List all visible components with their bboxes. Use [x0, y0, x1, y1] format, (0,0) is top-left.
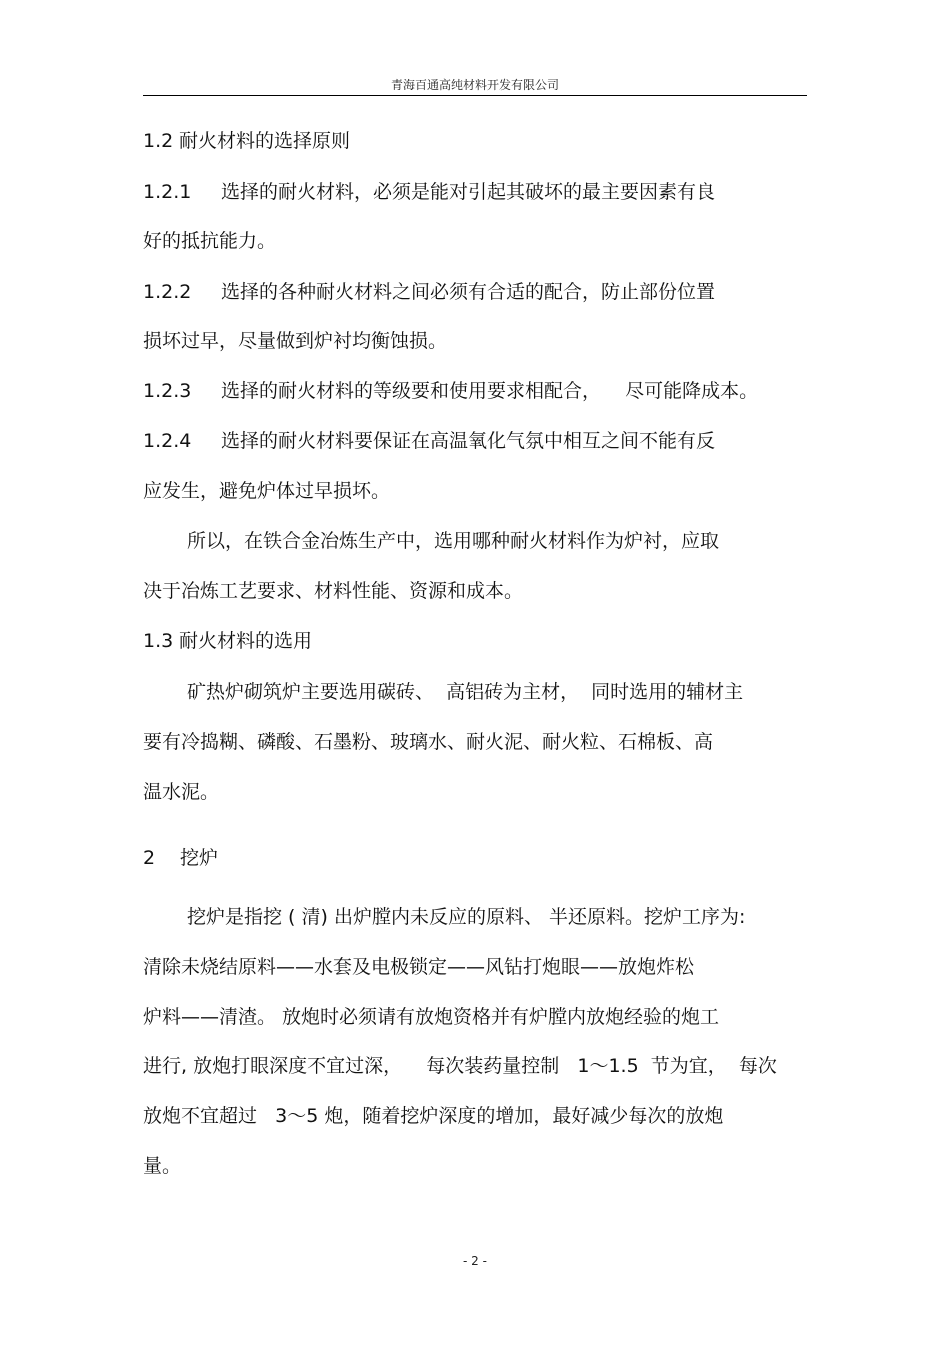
heading-number: 1.2: [143, 130, 174, 152]
page-number: - 2 -: [463, 1254, 487, 1268]
heading-title: 挖炉: [180, 847, 219, 869]
heading-number: 2: [143, 847, 156, 869]
clause-text: 选择的耐火材料的等级要和使用要求相配合， 尽可能降成本。: [221, 380, 759, 402]
clause-number: 1.2.3: [143, 380, 192, 402]
paragraph-3-line2: 清除未烧结原料——水套及电极锁定——风钻打炮眼——放炮炸松: [143, 956, 695, 978]
page-header: 青海百通高纯材料开发有限公司: [390, 78, 559, 92]
paragraph-3-line3: 炉料——清渣。 放炮时必须请有放炮资格并有炉膛内放炮经验的炮工: [143, 1006, 720, 1028]
clause-text: 选择的耐火材料，必须是能对引起其破坏的最主要因素有良: [221, 181, 716, 203]
clause-number: 1.2.4: [143, 430, 192, 452]
clause-text: 选择的耐火材料要保证在高温氧化气氛中相互之间不能有反: [221, 430, 716, 452]
paragraph-2-line3: 温水泥。: [143, 781, 220, 803]
clause-1-2-2-line1: [143, 280, 715, 304]
header-divider: [143, 95, 807, 96]
paragraph-2-line2: 要有冷捣糊、磷酸、石墨粉、玻璃水、耐火泥、耐火粒、石棉板、高: [143, 731, 714, 753]
heading-number: 1.3: [143, 630, 174, 652]
paragraph-1-line1: 所以，在铁合金冶炼生产中，选用哪种耐火材料作为炉衬，应取: [187, 530, 720, 552]
paragraph-3-line6: 量。: [143, 1155, 182, 1177]
clause-1-2-1-line2: 好的抵抗能力。: [143, 230, 277, 252]
heading-2: [143, 846, 218, 870]
paragraph-1-line2: 决于冶炼工艺要求、材料性能、资源和成本。: [143, 580, 524, 602]
heading-1-2: [143, 129, 350, 153]
clause-1-2-3-line1: [143, 379, 758, 403]
paragraph-2-line1: 矿热炉砌筑炉主要选用碳砖、 高铝砖为主材， 同时选用的辅材主: [187, 681, 744, 703]
paragraph-3-line1: 挖炉是指挖 ( 清) 出炉膛内未反应的原料、 半还原料。挖炉工序为:: [187, 906, 746, 928]
clause-number: 1.2.1: [143, 181, 192, 203]
clause-1-2-4-line1: [143, 429, 715, 453]
clause-1-2-1-line1: [143, 180, 715, 204]
heading-title: 耐火材料的选择原则: [179, 130, 351, 152]
clause-text: 选择的各种耐火材料之间必须有合适的配合，防止部份位置: [221, 281, 716, 303]
heading-1-3: [143, 629, 312, 653]
paragraph-3-line4: 进行, 放炮打眼深度不宜过深， 每次装药量控制 1～1.5 节为宜， 每次: [143, 1055, 777, 1077]
heading-title: 耐火材料的选用: [179, 630, 313, 652]
clause-1-2-2-line2: 损坏过早，尽量做到炉衬均衡蚀损。: [143, 330, 448, 352]
clause-1-2-4-line2: 应发生，避免炉体过早损坏。: [143, 480, 391, 502]
clause-number: 1.2.2: [143, 281, 192, 303]
paragraph-3-line5: 放炮不宜超过 3～5 炮，随着挖炉深度的增加，最好减少每次的放炮: [143, 1105, 724, 1127]
